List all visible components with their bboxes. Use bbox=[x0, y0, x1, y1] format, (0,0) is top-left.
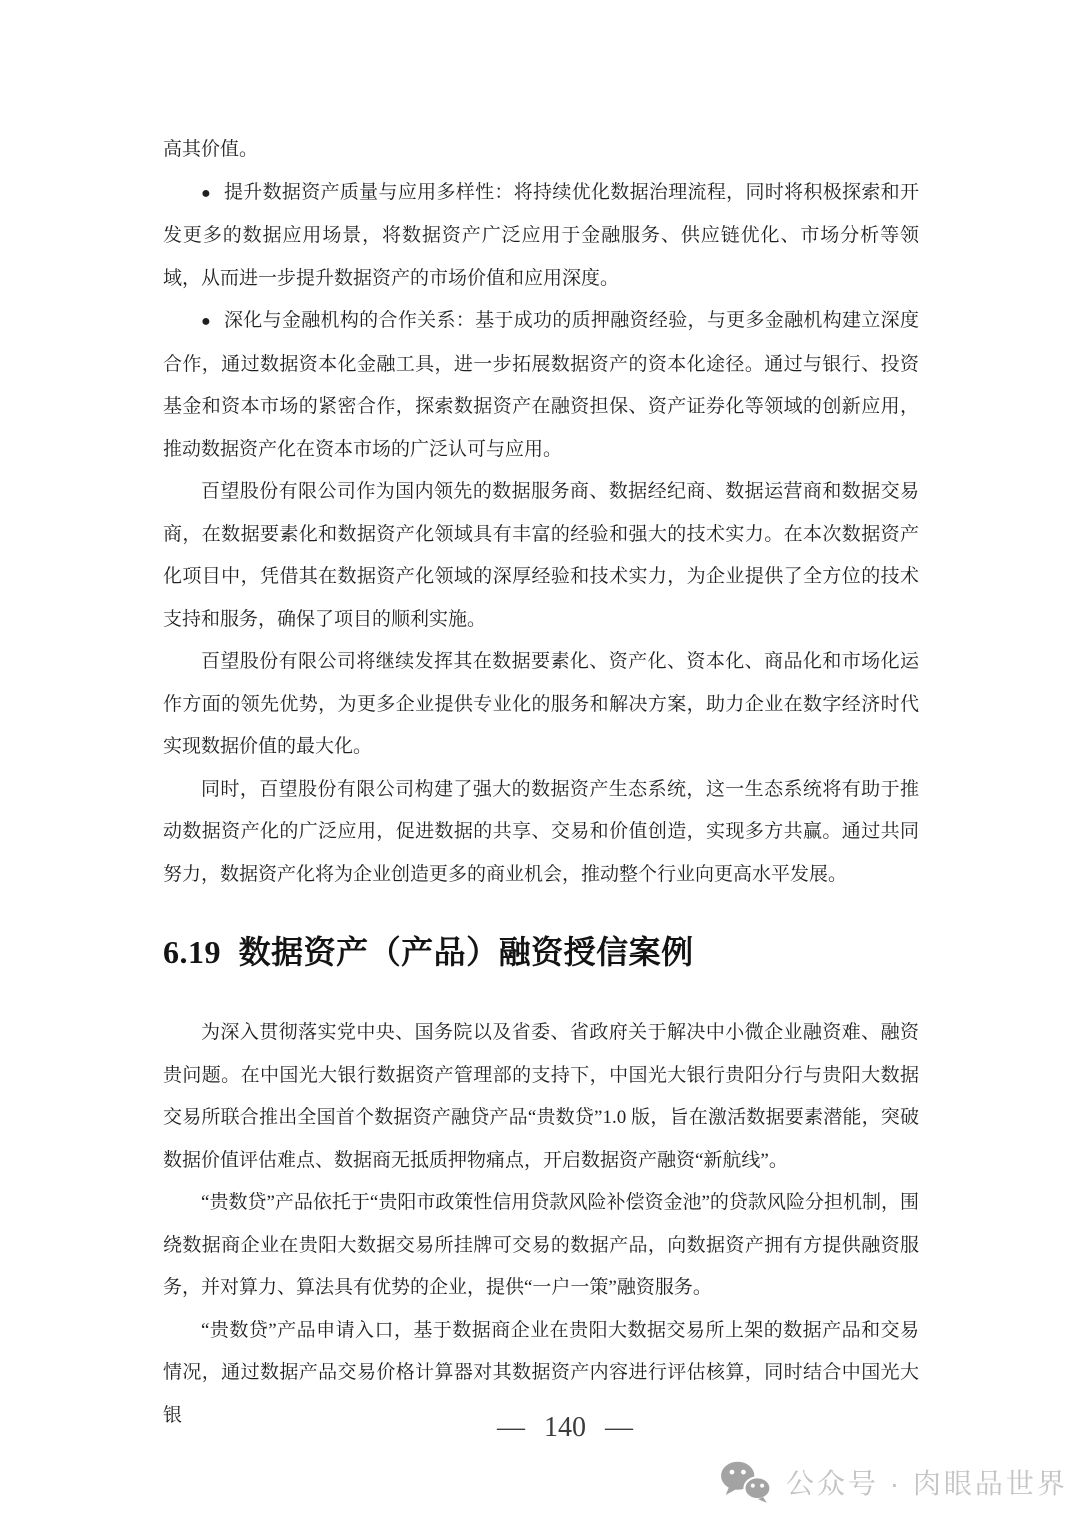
paragraph: 为深入贯彻落实党中央、国务院以及省委、省政府关于解决中小微企业融资难、融资贵问题。在中国光大银行数据资产管理部的支持下，中国光大银行贵阳分行与贵阳大数据交易所联合推出全国首个数据资产融贷产品“贵数贷”1.0 版，旨在激活数据要素潜能，突破数据价值评估难点、数据商无抵质押物痛点，开启数据资产融资“新航线”。 bbox=[163, 1022, 919, 1171]
paragraph: 百望股份有限公司作为国内领先的数据服务商、数据经纪商、数据运营商和数据交易商，在数据要素化和数据资产化领域具有丰富的经验和强大的技术实力。在本次数据资产化项目中，凭借其在数据资产化领域的深厚经验和技术实力，为企业提供了全方位的技术支持和服务，确保了项目的顺利实施。 bbox=[163, 481, 919, 630]
watermark bbox=[720, 1458, 1068, 1506]
bullet-item bbox=[163, 300, 919, 471]
section-heading bbox=[163, 926, 919, 978]
watermark-label: 公众号 · 肉眼品世界 bbox=[786, 1468, 1068, 1499]
bullet-text: 深化与金融机构的合作关系：基于成功的质押融资经验，与更多金融机构建立深度合作，通过数据资本化金融工具，进一步拓展数据资产的资本化途径。通过与银行、投资基金和资本市场的紧密合作，探索数据资产在融资担保、资产证券化等领域的创新应用，推动数据资产化在资本市场的广泛认可与应用。 bbox=[163, 310, 919, 460]
bullet-item bbox=[163, 172, 919, 301]
page-number: — 140 — bbox=[497, 1412, 633, 1443]
paragraph: “贵数贷”产品申请入口，基于数据商企业在贵阳大数据交易所上架的数据产品和交易情况，通过数据产品交易价格计算器对其数据资产内容进行评估核算，同时结合中国光大银 bbox=[163, 1319, 919, 1426]
paragraph: 同时，百望股份有限公司构建了强大的数据资产生态系统，这一生态系统将有助于推动数据资产化的广泛应用，促进数据的共享、交易和价值创造，实现多方共赢。通过共同努力，数据资产化将为企业创造更多的商业机会，推动整个行业向更高水平发展。 bbox=[163, 778, 919, 885]
section-title: 数据资产（产品）融资授信案例 bbox=[238, 934, 694, 970]
text-column bbox=[163, 129, 919, 1437]
bullet-text: 提升数据资产质量与应用多样性：将持续优化数据治理流程，同时将积极探索和开发更多的数据应用场景，将数据资产广泛应用于金融服务、供应链优化、市场分析等领域，从而进一步提升数据资产的市场价值和应用深度。 bbox=[163, 181, 919, 289]
bullet-icon: ● bbox=[201, 184, 212, 202]
paragraph: “贵数贷”产品依托于“贵阳市政策性信用贷款风险补偿资金池”的贷款风险分担机制，围绕数据商企业在贵阳大数据交易所挂牌可交易的数据产品，向数据资产拥有方提供融资服务，并对算力、算法具有优势的企业，提供“一户一策”融资服务。 bbox=[163, 1192, 919, 1298]
wechat-icon bbox=[720, 1460, 772, 1504]
paragraph-continuation: 高其价值。 bbox=[163, 139, 259, 160]
bullet-icon: ● bbox=[201, 313, 212, 330]
paragraph: 百望股份有限公司将继续发挥其在数据要素化、资产化、资本化、商品化和市场化运作方面的领先优势，为更多企业提供专业化的服务和解决方案，助力企业在数字经济时代实现数据价值的最大化。 bbox=[163, 651, 919, 757]
section-number: 6.19 bbox=[163, 934, 221, 970]
